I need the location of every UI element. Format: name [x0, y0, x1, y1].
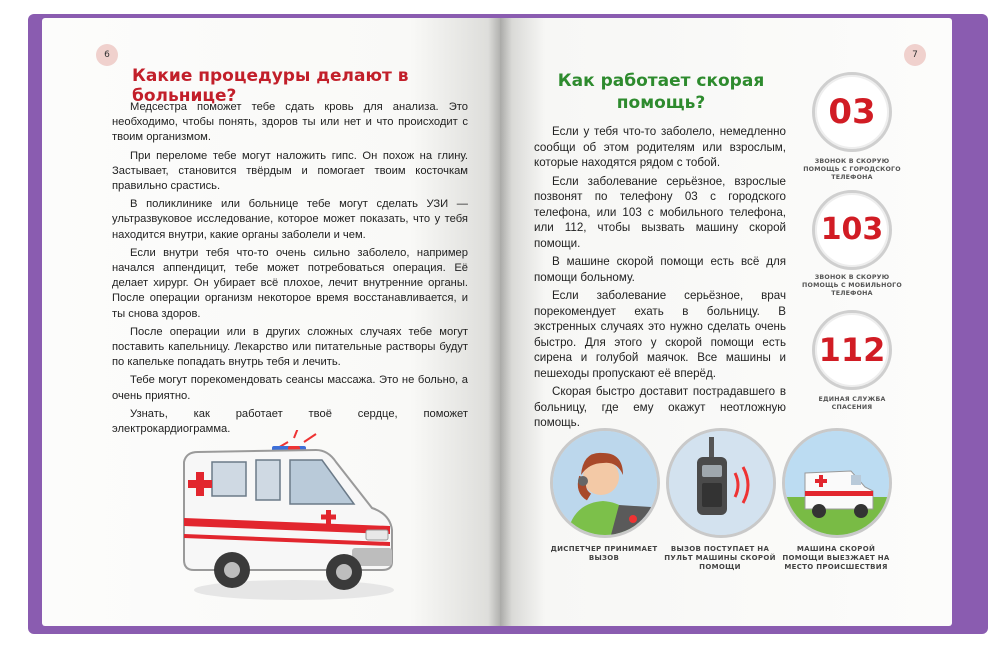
paragraph: Скорая быстро доставит пострадавшего в больницу, где ему окажут неотложную помощь.	[534, 385, 786, 429]
badge-number: 112	[818, 331, 886, 369]
left-page-text	[112, 100, 468, 440]
paragraph: Тебе могут порекомендовать сеансы массажа. Это не больно, а очень приятно.	[112, 374, 468, 402]
walkie-talkie-icon	[669, 431, 773, 535]
paragraph: В поликлинике или больнице тебе могут сделать УЗИ — ультразвуковое исследование, которое может показать, что у тебя находится внутри, какие органы заболели и чем.	[112, 198, 468, 241]
ambulance-departure-illustration	[782, 428, 892, 538]
badge-caption: ЗВОНОК В СКОРУЮ ПОМОЩЬ С МОБИЛЬНОГО ТЕЛЕФОНА	[802, 274, 902, 297]
left-page-title: Какие процедуры делают в больнице?	[132, 66, 409, 106]
page-number-right: 7	[904, 44, 926, 66]
paragraph: Если заболевание серьёзное, взрослые позвонят по телефону 03 с городского телефона, или 103 с мобильного телефона, или 112, чтобы вызвать машину скорой помощи.	[534, 174, 786, 250]
badge-number: 103	[820, 212, 884, 247]
badge-03	[812, 72, 892, 152]
step-caption-ambulance: МАШИНА СКОРОЙ ПОМОЩИ ВЫЕЗЖАЕТ НА МЕСТО ПРОИСШЕСТВИЯ	[782, 545, 890, 571]
paragraph: Узнать, как работает твоё сердце, поможет электрокардиограмма.	[112, 407, 468, 436]
right-page-title-line2: помощь?	[616, 93, 706, 113]
badge-112	[812, 310, 892, 390]
dispatcher-illustration	[550, 428, 660, 538]
paragraph: Если заболевание серьёзное, врач порекомендует ехать в больницу. В экстренных случаях это нужно сделать очень быстро. Для этого у скорой помощи есть сирена и голубой маячок. Все машины и пешеходы пропускают её вперёд.	[534, 289, 786, 380]
step-caption-dispatcher: ДИСПЕТЧЕР ПРИНИМАЕТ ВЫЗОВ	[550, 545, 658, 562]
right-page-title-line1: Как работает скорая	[557, 71, 765, 91]
page-number-left: 6	[96, 44, 118, 66]
paragraph: При переломе тебе могут наложить гипс. Он похож на глину. Застывает, становится твёрдым и помогает твоим косточкам правильно срастись.	[112, 149, 468, 193]
paragraph: В машине скорой помощи есть всё для помощи больному.	[534, 255, 786, 284]
radio-illustration	[666, 428, 776, 538]
book-spine-shadow	[488, 18, 512, 626]
paragraph: Если у тебя что-то заболело, немедленно сообщи об этом родителям или взрослым, которые находятся рядом с тобой.	[534, 125, 786, 169]
paragraph: После операции или в других сложных случаях тебе могут поставить капельницу. Лекарство или питательные растворы будут по капельке попадать внутрь тебя и лечить.	[112, 325, 468, 369]
paragraph: Медсестра поможет тебе сдать кровь для анализа. Это необходимо, чтобы понять, здоров ты или нет и что происходит с твоим организмом.	[112, 101, 468, 144]
badge-number: 03	[828, 92, 876, 132]
paragraph: Если внутри тебя что-то очень сильно заболело, например начался аппендицит, тебе может потребоваться операция. Её делает хирург. Он убирает всё плохое, лечит внутренние органы. После операции организм некоторое время восстанавливается, и ты снова здоров.	[112, 246, 468, 320]
badge-caption: ЗВОНОК В СКОРУЮ ПОМОЩЬ С ГОРОДСКОГО ТЕЛЕФОНА	[803, 158, 901, 181]
badge-103	[812, 190, 892, 270]
right-page-text	[534, 124, 786, 434]
ambulance-icon	[785, 431, 889, 535]
badge-caption: ЕДИНАЯ СЛУЖБА СПАСЕНИЯ	[818, 396, 886, 411]
step-caption-radio: ВЫЗОВ ПОСТУПАЕТ НА ПУЛЬТ МАШИНЫ СКОРОЙ ПОМОЩИ	[664, 545, 776, 571]
dispatcher-icon	[553, 431, 657, 535]
right-page-title	[556, 70, 766, 114]
ambulance-illustration	[176, 430, 401, 610]
